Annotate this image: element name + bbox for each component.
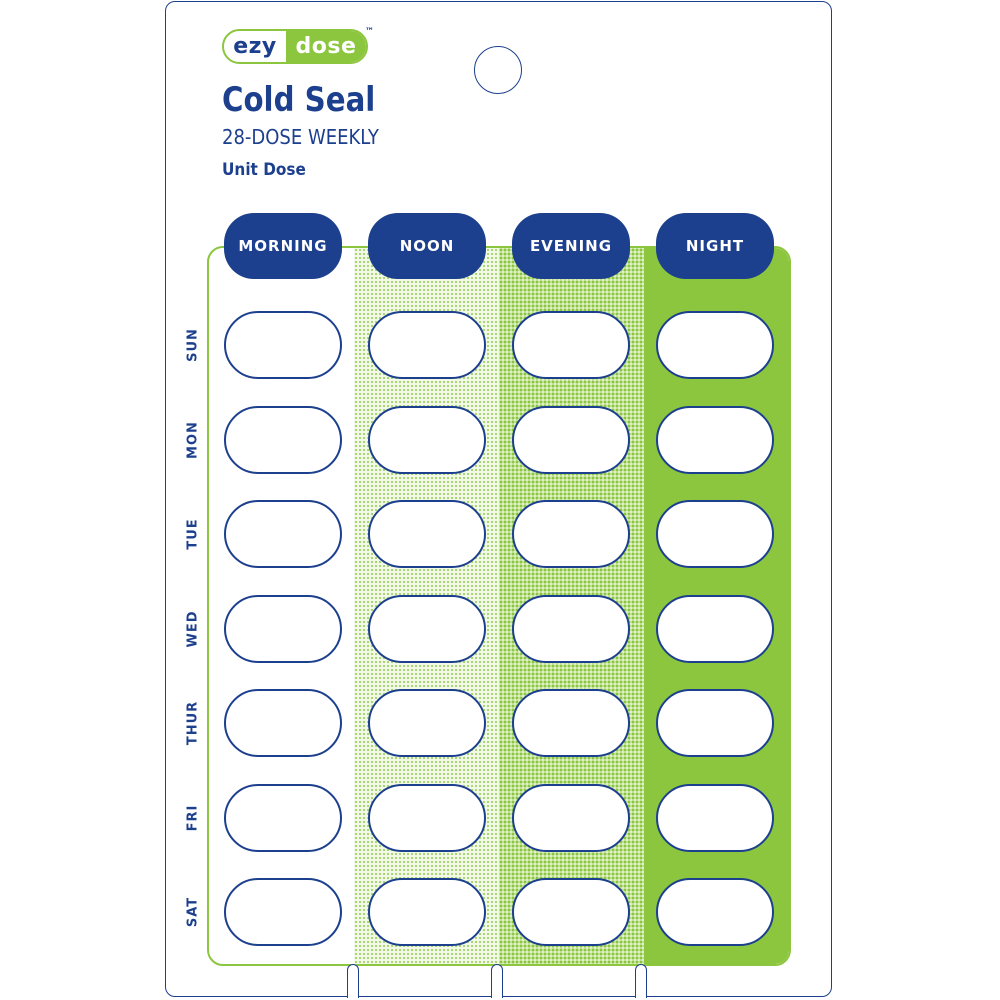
column-header-evening: EVENING — [512, 213, 630, 279]
dose-cell-tue-night[interactable] — [656, 500, 774, 568]
dose-cell-sat-evening[interactable] — [512, 878, 630, 946]
perforation-notch — [347, 964, 359, 998]
dose-cell-wed-noon[interactable] — [368, 595, 486, 663]
dose-cell-sun-night[interactable] — [656, 311, 774, 379]
dose-cell-sat-noon[interactable] — [368, 878, 486, 946]
dose-cell-sat-morning[interactable] — [224, 878, 342, 946]
dose-cell-mon-morning[interactable] — [224, 406, 342, 474]
logo-text-left: ezy — [233, 34, 277, 59]
dose-cell-sun-noon[interactable] — [368, 311, 486, 379]
dose-cell-wed-night[interactable] — [656, 595, 774, 663]
dose-cell-tue-noon[interactable] — [368, 500, 486, 568]
dose-cell-thur-evening[interactable] — [512, 689, 630, 757]
dose-cell-sun-evening[interactable] — [512, 311, 630, 379]
dose-cell-sun-morning[interactable] — [224, 311, 342, 379]
ezydose-logo — [222, 29, 368, 64]
dose-cell-thur-noon[interactable] — [368, 689, 486, 757]
dose-cell-tue-morning[interactable] — [224, 500, 342, 568]
perforation-notch — [635, 964, 647, 998]
trademark-mark: ™ — [365, 27, 374, 37]
dose-cell-wed-morning[interactable] — [224, 595, 342, 663]
dose-cell-fri-night[interactable] — [656, 784, 774, 852]
dose-cell-thur-morning[interactable] — [224, 689, 342, 757]
dose-cell-mon-night[interactable] — [656, 406, 774, 474]
logo-text-right: dose — [286, 31, 366, 62]
dose-cell-mon-evening[interactable] — [512, 406, 630, 474]
perforation-notch — [491, 964, 503, 998]
dose-cell-fri-evening[interactable] — [512, 784, 630, 852]
dose-cell-sat-night[interactable] — [656, 878, 774, 946]
dose-cell-thur-night[interactable] — [656, 689, 774, 757]
product-subtitle: 28-DOSE WEEKLY — [222, 125, 379, 149]
hang-hole — [474, 46, 522, 94]
dose-cell-fri-noon[interactable] — [368, 784, 486, 852]
dose-cell-mon-noon[interactable] — [368, 406, 486, 474]
dose-cell-wed-evening[interactable] — [512, 595, 630, 663]
product-unit-label: Unit Dose — [222, 160, 306, 180]
dose-cell-fri-morning[interactable] — [224, 784, 342, 852]
product-title: Cold Seal — [222, 80, 376, 120]
column-header-night: NIGHT — [656, 213, 774, 279]
column-header-morning: MORNING — [224, 213, 342, 279]
dose-cell-tue-evening[interactable] — [512, 500, 630, 568]
column-header-noon: NOON — [368, 213, 486, 279]
